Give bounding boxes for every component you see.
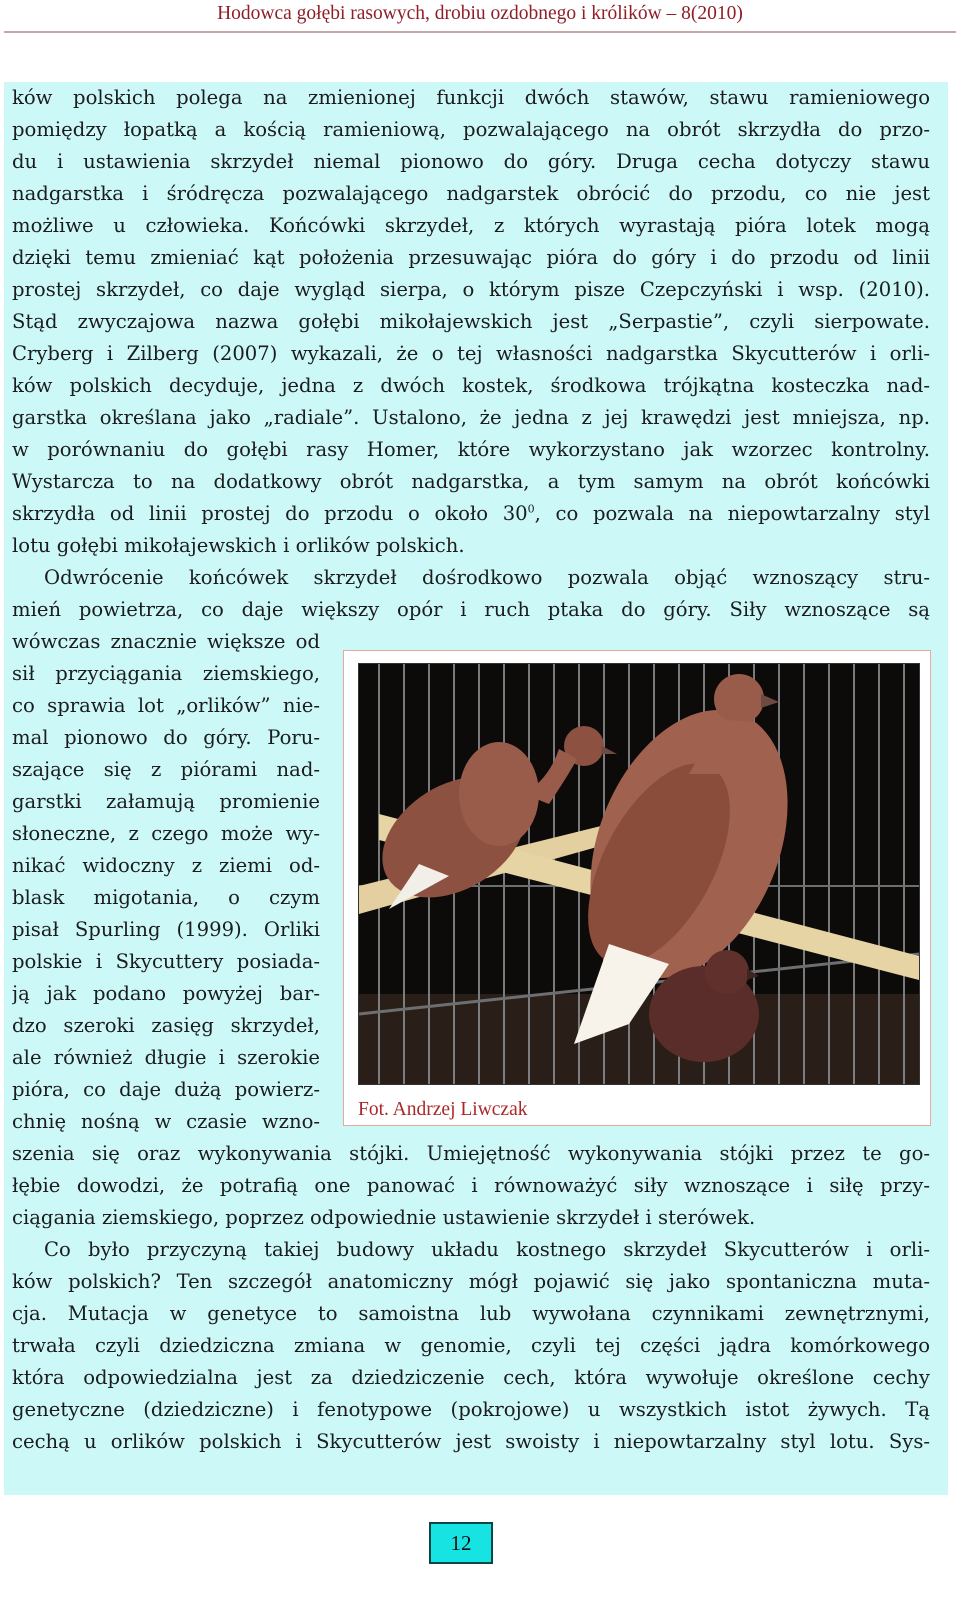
- wrapped-text-line: pisał Spurling (1999). Orliki: [12, 918, 320, 941]
- text-line: dzięki temu zmieniać kąt położenia przesuwając pióra do góry i do przodu od linii: [12, 246, 930, 269]
- text-line: genetyczne (dziedziczne) i fenotypowe (pokrojowe) u wszystkich istot żywych. Tą: [12, 1398, 930, 1421]
- wrapped-text-line: szające się z piórami nad-: [12, 758, 320, 781]
- text-line: szenia się oraz wykonywania stójki. Umiejętność wykonywania stójki przez te go-: [12, 1142, 930, 1165]
- wrapped-text-line: co sprawia lot „orlików” nie-: [12, 694, 320, 717]
- page-number: 12: [429, 1522, 493, 1564]
- wrapped-text-line: ale również długie i szerokie: [12, 1046, 320, 1069]
- text-line: pomiędzy łopatką a kością ramieniową, pozwalającego na obrót skrzydła do przo-: [12, 118, 930, 141]
- text-line: cja. Mutacja w genetyce to samoistna lub wywołana czynnikami zewnętrznymi,: [12, 1302, 930, 1325]
- text-fragment: skrzydła od linii prostej do przodu o około 30: [12, 502, 528, 525]
- wrapped-text-line: garstki załamują promienie: [12, 790, 320, 813]
- text-line: Stąd zwyczajowa nazwa gołębi mikołajewskich jest „Serpastie”, czyli sierpowate.: [12, 310, 930, 333]
- text-line: garstka określana jako „radiale”. Ustalono, że jedna z jej krawędzi jest mniejsza, np.: [12, 406, 930, 429]
- photo-caption: Fot. Andrzej Liwczak: [358, 1099, 528, 1120]
- wrapped-text-line: polskie i Skycuttery posiada-: [12, 950, 320, 973]
- wrapped-text-line: wówczas znacznie większe od: [12, 630, 320, 653]
- text-line: prostej skrzydeł, co daje wygląd sierpa, o którym pisze Czepczyński i wsp. (2010).: [12, 278, 930, 301]
- wrapped-text-line: słoneczne, z czego może wy-: [12, 822, 320, 845]
- text-line: w porównaniu do gołębi rasy Homer, które wykorzystano jak wzorzec kontrolny.: [12, 438, 930, 461]
- wrapped-text-line: blask migotania, o czym: [12, 886, 320, 909]
- wrapped-text-line: nikać widoczny z ziemi od-: [12, 854, 320, 877]
- wrapped-text-line: pióra, co daje dużą powierz-: [12, 1078, 320, 1101]
- text-line: [12, 498, 930, 530]
- text-line: ków polskich? Ten szczegół anatomiczny mógł pojawić się jako spontaniczna muta-: [12, 1270, 930, 1293]
- figure-frame: [343, 650, 931, 1126]
- degree-superscript: 0: [527, 502, 535, 516]
- running-header: Hodowca gołębi rasowych, drobiu ozdobnego i królików – 8(2010): [217, 3, 743, 24]
- text-fragment: , co pozwala na niepowtarzalny styl: [534, 502, 930, 525]
- text-line: ków polskich decyduje, jedna z dwóch kostek, środkowa trójkątna kosteczka nad-: [12, 374, 930, 397]
- paragraph-first-line: Odwrócenie końcówek skrzydeł dośrodkowo pozwala objąć wznoszący stru-: [44, 566, 930, 589]
- text-line: Cryberg i Zilberg (2007) wykazali, że o tej własności nadgarstka Skycutterów i orli-: [12, 342, 930, 365]
- text-line: możliwe u człowieka. Końcówki skrzydeł, z których wyrastają pióra lotek mogą: [12, 214, 930, 237]
- text-line: ciągania ziemskiego, poprzez odpowiednie ustawienie skrzydeł i sterówek.: [12, 1206, 756, 1229]
- wrapped-text-line: dzo szeroki zasięg skrzydeł,: [12, 1014, 320, 1037]
- text-line: cechą u orlików polskich i Skycutterów jest swoisty i niepowtarzalny styl lotu. Sys-: [12, 1430, 930, 1453]
- wrapped-text-line: chnię nośną w czasie wzno-: [12, 1110, 320, 1133]
- text-line: mień powietrza, co daje większy opór i ruch ptaka do góry. Siły wznoszące są: [12, 598, 930, 621]
- text-line: lotu gołębi mikołajewskich i orlików polskich.: [12, 534, 465, 557]
- text-line: Wystarcza to na dodatkowy obrót nadgarstka, a tym samym na obrót końcówki: [12, 470, 930, 493]
- text-line: ków polskich polega na zmienionej funkcji dwóch stawów, stawu ramieniowego: [12, 86, 930, 109]
- paragraph-first-line: Co było przyczyną takiej budowy układu kostnego skrzydeł Skycutterów i orli-: [44, 1238, 930, 1261]
- text-line: łębie dowodzi, że potrafią one panować i równoważyć siły wznoszące i siłę przy-: [12, 1174, 930, 1197]
- wrapped-text-line: ją jak podano powyżej bar-: [12, 982, 320, 1005]
- pigeon-photo: [358, 663, 920, 1085]
- text-line: nadgarstka i śródręcza pozwalającego nadgarstek obrócić do przodu, co nie jest: [12, 182, 930, 205]
- text-line: du i ustawienia skrzydeł niemal pionowo do góry. Druga cecha dotyczy stawu: [12, 150, 930, 173]
- wrapped-text-line: sił przyciągania ziemskiego,: [12, 662, 320, 685]
- text-line: trwała czyli dziedziczna zmiana w genomie, czyli tej części jądra komórkowego: [12, 1334, 930, 1357]
- text-line: która odpowiedzialna jest za dziedziczenie cech, która wywołuje określone cechy: [12, 1366, 930, 1389]
- header-divider: [4, 31, 956, 33]
- wrapped-text-line: mal pionowo do góry. Poru-: [12, 726, 320, 749]
